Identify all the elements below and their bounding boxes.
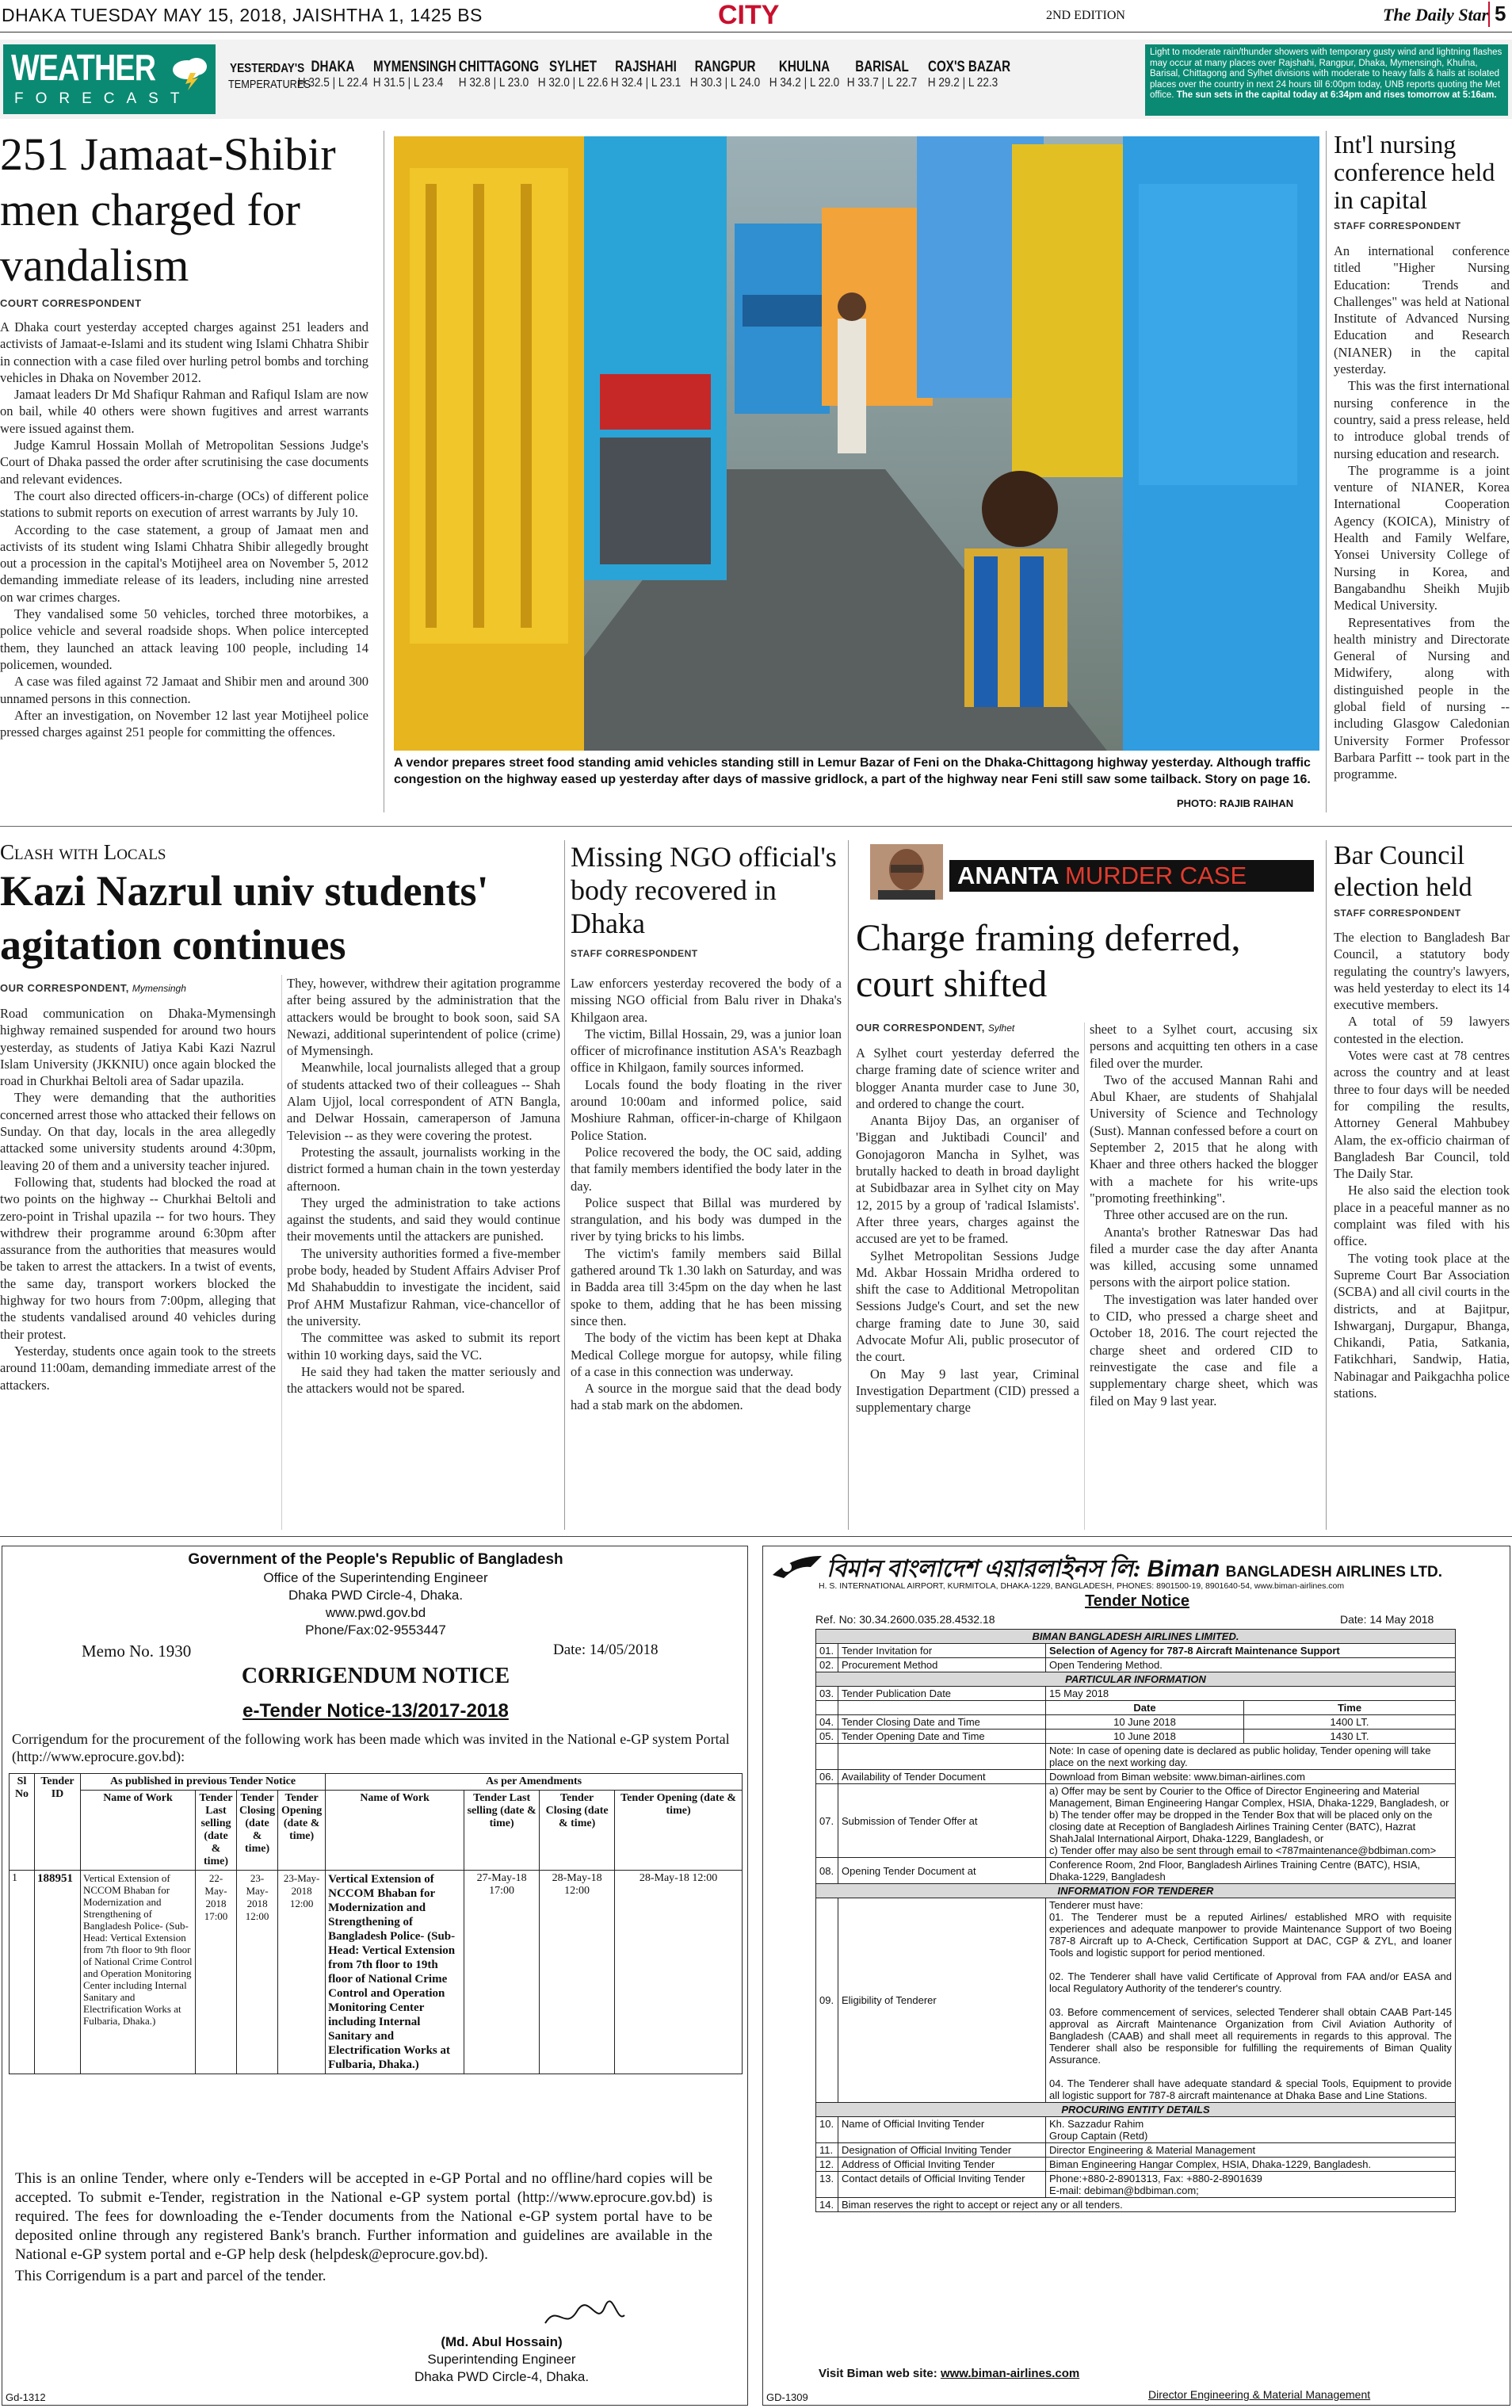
col-group-amend: As per Amendments <box>326 1774 743 1791</box>
cell-sl: 1 <box>10 1871 35 2074</box>
weather-logo-sub: FORECAST <box>14 90 192 107</box>
paragraph: The voting took place at the Supreme Court Bar Association (SCBA) and all civil courts in the districts, and at Bajitpur, Ishwarganj, Durgapur, Bhanga, Chikandi, Patia, Satkania, Fatikchhari, Sandwip, Hatia, Nabinagar and Paikgachha police stations. <box>1334 1250 1510 1401</box>
row-key: Name of Official Inviting Tender <box>838 2117 1046 2143</box>
city-name: DHAKA <box>311 59 355 75</box>
story-kazi-kicker: Clash with Locals <box>0 840 166 864</box>
signature-icon <box>541 2299 628 2333</box>
notice-title: CORRIGENDUM NOTICE <box>241 1664 510 1688</box>
story-ananta-headline: Charge framing deferred, court shifted <box>856 917 1241 1005</box>
col-open-new: Tender Opening (date & time) <box>615 1791 743 1871</box>
temperatures-label: TEMPERATURES <box>228 78 311 91</box>
weather-city-2 <box>450 59 540 90</box>
story-kazi-byline <box>0 981 186 996</box>
weather-forecast-text <box>1145 44 1508 116</box>
row-key: Designation of Official Inviting Tender <box>838 2143 1046 2158</box>
row-value: Director Engineering & Material Management <box>1046 2143 1456 2158</box>
biman-logo-icon <box>769 1551 825 1583</box>
biman-tender-ad <box>762 1546 1510 2406</box>
row-no: 12. <box>816 2158 838 2172</box>
col-time: Time <box>1244 1701 1456 1715</box>
website-link[interactable]: www.biman-airlines.com <box>940 2367 1080 2380</box>
city-temps: H 33.7 | L 22.7 <box>846 76 918 90</box>
ananta-banner <box>870 844 1314 900</box>
paragraph: He also said the election took place in a peaceful manner as no complaint was filed with his office. <box>1334 1183 1510 1249</box>
edition-label: 2ND EDITION <box>1046 9 1125 22</box>
paragraph: The programme is a joint venture of NIANER, Korea International Cooperation Agency (KOICA), Ministry of Health and Family Welfare, Yonsei University College of Nursing in Korea, and Bangabandhu Sheikh Mujib Medical University. <box>1334 462 1510 613</box>
row-time: 1430 LT. <box>1244 1730 1456 1744</box>
story-bar-headline: Bar Council election held <box>1334 841 1472 902</box>
table-row <box>10 1871 743 2074</box>
paragraph: A source in the morgue said that the dead body had a stab mark on the abdomen. <box>571 1381 842 1413</box>
row-key: Tender Publication Date <box>838 1687 1046 1701</box>
paragraph: Jamaat leaders Dr Md Shafiqur Rahman and Rafiqul Islam are now on bail, while 40 others were shown fugitives and arrest warrants were issued against them. <box>0 387 368 436</box>
byline-dateline: Mymensingh <box>132 983 186 994</box>
city-temps: H 32.8 | L 23.0 <box>458 76 529 90</box>
ananta-banner-text <box>949 860 1314 892</box>
city-temps: H 32.0 | L 22.6 <box>537 76 609 90</box>
weather-city-0 <box>289 59 376 90</box>
row-date: 10 June 2018 <box>1046 1730 1244 1744</box>
paragraph: They, however, withdrew their agitation programme after being assured by the administration that the attackers would be brought to book soon, said SA Newazi, additional superintendent of police (crime) of Mymensingh. <box>287 976 560 1059</box>
row-key: Tender Invitation for <box>838 1644 1046 1658</box>
paragraph: Meanwhile, local journalists alleged that a group of students attacked two of their colleagues -- Shah Alam Ujjol, local correspondent of ATN Bangla, and Delwar Hossain, cameraperson of Jamuna Television -- as they were covering the protest. <box>287 1060 560 1143</box>
cell-new-open: 28-May-18 12:00 <box>615 1871 743 2074</box>
ad-gov-title: Government of the People's Republic of Bangladesh <box>188 1551 563 1568</box>
table-row <box>816 2117 1456 2143</box>
photo-image <box>394 136 1319 751</box>
signatory-name: (Md. Abul Hossain) <box>441 2334 563 2349</box>
story-ngo-byline: STAFF CORRESPONDENT <box>571 948 698 959</box>
row-no: 06. <box>816 1770 838 1784</box>
biman-brand-rest: BANGLADESH AIRLINES LTD. <box>1225 1564 1443 1580</box>
story-nursing-byline: STAFF CORRESPONDENT <box>1334 220 1461 231</box>
paragraph: On May 9 last year, Criminal Investigation Department (CID) pressed a supplementary charge <box>856 1366 1079 1416</box>
table-row <box>816 2172 1456 2198</box>
highway-traffic-photo <box>394 136 1319 751</box>
table-row <box>816 1687 1456 1701</box>
row-key: Availability of Tender Document <box>838 1770 1046 1784</box>
row-no: 14. <box>816 2198 838 2212</box>
paragraph: Ananta Bijoy Das, an organiser of 'Biggan and Juktibadi Council' and Gonojagoron Mancha in Sylhet, was brutally hacked to death in broad daylight at Subidbazar area in Sylhet city on May 12, 2015 by a group of 'radical Islamists'. After three years, charges against the accused are yet to be framed. <box>856 1113 1079 1247</box>
paragraph: The victim, Billal Hossain, 29, was a junior loan officer of microfinance institution ASA's Reazbagh office in Khilgaon, family sources informed. <box>571 1026 842 1076</box>
table-row <box>816 1701 1456 1715</box>
notice-intro: Corrigendum for the procurement of the following work has been made which was invited in the National e-GP system Portal (http://www.eprocure.gov.bd): <box>12 1731 730 1764</box>
row-value: a) Offer may be sent by Courier to the Office of Director Engineering and Material Management, Biman Engineering Hangar Complex, HSIA, Dhaka-1229, Bangladesh, or b) The tender offer may be dropped in the Tender Box that will be placed only on the closing date at Reception of Bangladesh Airlines Training Center (BATC), Hazrat ShahJalal International Airport, Dhaka-1229, Bangladesh, or c) Tender offer may also be sent through email to <787maintenance@bdbiman.com> <box>1046 1784 1456 1858</box>
paper-logo: The Daily Star <box>1383 5 1489 25</box>
row-value: Tenderer must have: 01. The Tenderer must be a reputed Airlines/ established MRO with requisite experiences and adequate manpower to provide Maintenance Support of two Boeing 787-8 Aircraft up to A-Check, Certification Support at DAC, CGP & ZYL, and loaner Tools and logistic support for period mentioned. 02. The Tenderer shall have valid Certificate of Approval from FAA and/or EASA and local Regulatory Authority of the tenderer's country. 03. Before commencement of services, selected Tenderer shall obtain CAAB Part-145 approval as Aircraft Maintenance Organization from Civil Aviation Authority of Bangladesh (CAAB) and shall meet all requirements in regards to this approval. The Tenderer shall also be responsible for fulfilling the requirements of Biman Quality Assurance. 04. The Tenderer shall have adequate standard & special Tools, Equipment to provide all logistic support for 787-8 aircraft maintenance at Dhaka Base and Line Stations. <box>1046 1898 1456 2103</box>
website-label: Visit Biman web site: <box>819 2367 937 2380</box>
row-no: 02. <box>816 1658 838 1672</box>
row-value: Selection of Agency for 787-8 Aircraft Maintenance Support <box>1046 1644 1456 1658</box>
section-info: INFORMATION FOR TENDERER <box>816 1884 1456 1898</box>
paragraph: Yesterday, students once again took to the streets around 11:00am, demanding immediate arrest of the attackers. <box>0 1343 276 1393</box>
row-no: 13. <box>816 2172 838 2198</box>
sun-times: The sun sets in the capital today at 6:34pm and rises tomorrow at 5:16am. <box>1176 90 1497 100</box>
banner-case: MURDER CASE <box>1065 862 1247 889</box>
paragraph: The investigation was later handed over to CID, who pressed a charge sheet and October 18, 2016. The court rejected the charge sheet and ordered CID to reinvestigate the case and file a supplementary charge sheet, which was filed on May 9 last year. <box>1090 1291 1318 1408</box>
section-company: BIMAN BANGLADESH AIRLINES LIMITED. <box>816 1630 1456 1644</box>
row-value: Phone:+880-2-8901313, Fax: +880-2-8901639 E-mail: debiman@bdbiman.com; <box>1046 2172 1456 2198</box>
byline-label: OUR CORRESPONDENT, <box>856 1022 985 1034</box>
paragraph: Representatives from the health ministry and Directorate General of Nursing and Midwifery, along with distinguished people in the global field of nursing -- including Glasgow Caledonian University Former Professor Barbara Parfitt -- took part in the programme. <box>1334 614 1510 782</box>
row-value: Kh. Sazzadur Rahim Group Captain (Retd) <box>1046 2117 1456 2143</box>
paragraph: Judge Kamrul Hossain Mollah of Metropolitan Sessions Judge's Court of Dhaka passed the order after scrutinising the case documents and relevant evidences. <box>0 438 368 487</box>
row-key: Contact details of Official Inviting Tender <box>838 2172 1046 2198</box>
row-key: Submission of Tender Offer at <box>838 1784 1046 1858</box>
story-nursing-body <box>1334 243 1510 783</box>
paragraph: Three other accused are on the run. <box>1104 1207 1289 1223</box>
paragraph: A Dhaka court yesterday accepted charges against 251 leaders and activists of Jamaat-e-Islami and its student wing Islami Chhatra Shibir in connection with a case filed over hurling petrol bombs and torching vehicles in Dhaka on November 2012. <box>0 319 368 385</box>
city-name: RAJSHAHI <box>615 59 677 75</box>
biman-signatory: Director Engineering & Material Management <box>1148 2388 1371 2401</box>
row-note: Note: In case of opening date is declared as public holiday, Tender opening will take place on the next working day. <box>1046 1744 1456 1770</box>
row-no: 10. <box>816 2117 838 2143</box>
paragraph: They were demanding that the authorities concerned arrest those who attacked their fellows on Sunday. On that day, locals in the area allegedly attacked some university students around 4:30pm, leaving 20 of them and a university teacher injured. <box>0 1090 276 1173</box>
signatory-office: Dhaka PWD Circle-4, Dhaka. <box>414 2369 590 2384</box>
paragraph: A case was filed against 72 Jamaat and Shibir men and around 300 unnamed persons in this connection. <box>0 674 368 706</box>
table-row <box>816 1730 1456 1744</box>
col-group-previous: As published in previous Tender Notice <box>81 1774 326 1791</box>
memo-number: Memo No. 1930 <box>82 1642 192 1661</box>
col-work-new: Name of Work <box>326 1791 464 1871</box>
cell-new-close: 28-May-18 12:00 <box>540 1871 615 2074</box>
col-close-new: Tender Closing (date & time) <box>540 1791 615 1871</box>
story-kazi-body-col2 <box>287 975 560 1397</box>
row-key: Eligibility of Tenderer <box>838 1898 1046 2103</box>
notice-subtitle: e-Tender Notice-13/2017-2018 <box>242 1700 509 1722</box>
table-row <box>816 1715 1456 1730</box>
city-temps: H 30.3 | L 24.0 <box>689 76 761 90</box>
row-value: 15 May 2018 <box>1046 1687 1456 1701</box>
table-row <box>816 1770 1456 1784</box>
paragraph: Police suspect that Billal was murdered by strangulation, and his body was dumped in the river by tying bricks to his limbs. <box>571 1194 842 1244</box>
page-divider <box>1488 2 1490 27</box>
city-name: KHULNA <box>778 59 830 75</box>
paragraph: The body of the victim has been kept at Dhaka Medical College morgue for autopsy, while filing of a case in this connection was underway. <box>571 1330 842 1379</box>
ad-office: Office of the Superintending Engineer <box>263 1570 488 1585</box>
col-close: Tender Closing (date & time) <box>237 1791 278 1871</box>
paragraph: An international conference titled "Higher Nursing Education: Trends and Challenges" was held at National Institute of Advanced Nursing Education and Research (NIANER) in the capital yesterday. <box>1334 243 1510 377</box>
cell-old-last: 22-May-2018 17:00 <box>196 1871 237 2074</box>
city-temps: H 32.4 | L 23.1 <box>610 76 682 90</box>
row-no: 05. <box>816 1730 838 1744</box>
story-bar-body <box>1334 929 1510 1401</box>
pwd-corrigendum-ad <box>2 1546 748 2406</box>
story-ananta-byline <box>856 1021 1014 1035</box>
storm-cloud-icon <box>170 52 211 90</box>
story-kazi-body-col1 <box>0 1005 276 1393</box>
city-temps: H 34.2 | L 22.0 <box>769 76 840 90</box>
ananta-portrait <box>870 844 943 900</box>
table-row <box>816 1898 1456 2103</box>
row-key: Opening Tender Document at <box>838 1858 1046 1884</box>
section-title: CITY <box>718 0 780 30</box>
paragraph: Protesting the assault, journalists working in the district formed a human chain in the town yesterday afternoon. <box>287 1144 560 1194</box>
weather-city-7 <box>838 59 926 90</box>
tender-table <box>9 1773 743 2074</box>
table-row <box>816 1658 1456 1672</box>
paragraph: Law enforcers yesterday recovered the body of a missing NGO official from Balu river in Dhaka's Khilgaon area. <box>571 976 842 1025</box>
row-value: Conference Room, 2nd Floor, Bangladesh Airlines Training Centre (BATC), HSIA, Dhaka-1229, Bangladesh <box>1046 1858 1456 1884</box>
cell-old-open: 23-May-2018 12:00 <box>278 1871 326 2074</box>
city-temps: H 31.5 | L 23.4 <box>372 76 444 90</box>
row-value: Open Tendering Method. <box>1046 1658 1456 1672</box>
city-temps: H 29.2 | L 22.3 <box>927 76 998 90</box>
city-name: RANGPUR <box>694 59 756 75</box>
story-ngo-body <box>571 975 842 1414</box>
story-ananta-body-col1 <box>856 1045 1079 1416</box>
paragraph: Votes were cast at 78 centres across the country and at least three to four days will be needed for compiling the results, Attorney General Mahbubey Alam, the ex-officio chairman of Bangladesh Bar Council, told The Daily Star. <box>1334 1048 1510 1182</box>
section-particular: PARTICULAR INFORMATION <box>816 1672 1456 1687</box>
signatory-title: Superintending Engineer <box>427 2352 576 2367</box>
photo-caption: A vendor prepares street food standing amid vehicles standing still in Lemur Bazar of Feni on the Dhaka-Chittagong highway yesterday. Although traffic congestion on the highway eased up yesterday after days of massive gridlock, a part of the highway near Feni still saw some tailback. Story on page 16. <box>394 756 1311 786</box>
row-no: 07. <box>816 1784 838 1858</box>
cell-work: Vertical Extension of NCCOM Bhaban for Modernization and Strengthening of Bangladesh Police- (Sub-Head: Vertical Extension from 7th floor to 9th floor of National Crime Control and Operation Monitoring Center including Internal Sanitary and Electrification Works at Fulbaria, Dhaka.) <box>81 1871 196 2074</box>
masthead <box>0 0 1512 32</box>
paragraph: Two of the accused Mannan Rahi and Abul Khaer, are students of Shahjalal University of Science and Technology (Sust). Mannan confessed before a court on September 2, 2015 that he along with Khaer and three others hacked the blogger with a machete for his write-ups "promoting freethinking". <box>1090 1072 1318 1206</box>
col-last: Tender Last selling (date & time) <box>196 1791 237 1871</box>
paragraph: The university authorities formed a five-member probe body, headed by Student Affairs Adviser Prof Md Shahabuddin to investigate the incident, said Prof AHM Mustafizur Rahman, vice-chancellor of the university. <box>287 1245 560 1328</box>
paragraph: He said they had taken the matter seriously and the attackers would not be spared. <box>287 1363 560 1397</box>
row-no: 09. <box>816 1898 838 2103</box>
paragraph: The committee was asked to submit its report within 10 working days, said the VC. <box>287 1330 560 1363</box>
paragraph: This was the first international nursing conference in the country, said a press release, held to introduce global trends of nursing education and research. <box>1334 378 1510 461</box>
paragraph: According to the case statement, a group of Jamaat men and activists of its student wing Islami Chhatra Shibir allegedly brought out a procession in the capital's Motijheel area on November 5, 2012 demanding immediate release of its leaders, including nine arrested on war crimes charges. <box>0 522 368 605</box>
row-time: 1400 LT. <box>1244 1715 1456 1730</box>
col-open: Tender Opening (date & time) <box>278 1791 326 1871</box>
paragraph: They vandalised some 50 vehicles, torched three motorbikes, a police vehicle and several roadside shops. When police intercepted them, they launched an attack leaving 100 people, including 14 policemen, wounded. <box>0 606 368 672</box>
city-name: MYMENSINGH <box>373 59 456 75</box>
row-key: Address of Official Inviting Tender <box>838 2158 1046 2172</box>
ad-phone: Phone/Fax:02-9553447 <box>305 1623 446 1638</box>
table-row <box>816 2143 1456 2158</box>
weather-city-1 <box>365 59 456 90</box>
story-bar-byline: STAFF CORRESPONDENT <box>1334 908 1461 919</box>
story-ngo-headline: Missing NGO official's body recovered in Dhaka <box>571 841 837 939</box>
table-row <box>816 1858 1456 1884</box>
biman-notice-title: Tender Notice <box>1085 1592 1189 1610</box>
cell-new-work: Vertical Extension of NCCOM Bhaban for Modernization and Strengthening of Bangladesh Police- (Sub-Head: Vertical Extension from 7th floor to 19th floor of National Crime Control and Operation Monitoring Center including Internal Sanitary and Electrification Works at Fulbaria, Dhaka.) <box>326 1871 464 2074</box>
table-row <box>816 1784 1456 1858</box>
paragraph: sheet to a Sylhet court, accusing six persons and acquitting ten others in a case filed over the murder. <box>1090 1022 1318 1071</box>
story-nursing-headline: Int'l nursing conference held in capital <box>1334 130 1495 214</box>
page-number: 5 <box>1495 2 1506 25</box>
biman-address: H. S. INTERNATIONAL AIRPORT, KURMITOLA, DHAKA-1229, BANGLADESH, PHONES: 8901500-19, 8901640-54, www.biman-airlines.com <box>819 1581 1345 1591</box>
paragraph: A Sylhet court yesterday deferred the charge framing date of science writer and blogger Ananta murder case to June 30, and ordered to change the court. <box>856 1045 1079 1111</box>
biman-tender-table <box>815 1629 1456 2212</box>
paragraph: The court also directed officers-in-charge (OCs) of different police stations to submit reports on execution of arrest warrants by July 10. <box>0 487 368 521</box>
banner-name: ANANTA <box>957 862 1059 889</box>
paragraph: Road communication on Dhaka-Mymensingh highway remained suspended for around two hours yesterday, as students of Jatiya Kabi Kazi Nazrul Islam University (JKKNIU) once again blocked the road in Churkhai Beltoli area of Sadar upazila. <box>0 1006 276 1089</box>
paragraph: The election to Bangladesh Bar Council, a statutory body regulating the country's lawyers, was held yesterday to elect its 14 executive members. <box>1334 930 1510 1013</box>
paragraph: Police recovered the body, the OC said, adding that family members identified the body later in the day. <box>571 1144 842 1194</box>
paragraph: Ananta's brother Ratneswar Das had filed a murder case the day after Ananta was killed, accusing some unnamed persons with the airport police station. <box>1090 1224 1318 1290</box>
row-no: 04. <box>816 1715 838 1730</box>
row-key: Tender Opening Date and Time <box>838 1730 1046 1744</box>
biman-ref: Ref. No: 30.34.2600.035.28.4532.18 <box>815 1613 995 1626</box>
paragraph: Locals found the body floating in the river around 10:00am and informed police, said Moshiure Rahman, officer-in-charge of Khilgaon Police Station. <box>571 1076 842 1143</box>
paragraph: A total of 59 lawyers contested in the election. <box>1334 1014 1510 1046</box>
ad-website[interactable]: www.pwd.gov.bd <box>325 1605 426 1620</box>
weather-city-6 <box>761 59 848 90</box>
row-key: Procurement Method <box>838 1658 1046 1672</box>
paragraph: Sylhet Metropolitan Sessions Judge Md. Akbar Hossain Mridha ordered to shift the case to Additional Metropolitan Sessions Judge's Court, and set the new charge framing date to June 30, said Advocate Mofur Ali, public prosecutor of the court. <box>856 1248 1079 1365</box>
yesterday-label: YESTERDAY'S <box>230 62 305 75</box>
story-jamaat-body <box>0 319 368 740</box>
weather-logo <box>3 44 216 114</box>
notice-footer: This is an online Tender, where only e-Tenders will be accepted in e-GP Portal and no offline/hard copies will be accepted. To submit e-Tender, registration in the National e-GP system portal (http://www.eprocure.gov.bd) is required. The fees for downloading the e-Tender documents from the National e-GP system portal have to be deposited online through any registered Bank's branch. Further information and guidelines are available in the National e-GP system portal and e-GP help desk (helpdesk@eprocure.gov.bd). <box>15 2170 712 2263</box>
weather-logo-title: WEATHER <box>11 47 156 88</box>
col-date: Date <box>1046 1701 1244 1715</box>
paragraph: The victim's family members said Billal gathered around Tk 1.30 lakh on Saturday, and was in Badda area till 3:45pm on the day when he last spoke to them, adding that he has been missing since then. <box>571 1245 842 1328</box>
row-value: Biman Engineering Hangar Complex, HSIA, Dhaka-1229, Bangladesh. <box>1046 2158 1456 2172</box>
city-name: SYLHET <box>549 59 597 75</box>
biman-name-bn: বিমান বাংলাদেশ এয়ারলাইনস লি: <box>827 1556 1141 1582</box>
notice-footer-2: This Corrigendum is a part and parcel of the tender. <box>15 2268 326 2284</box>
byline-label: OUR CORRESPONDENT, <box>0 982 129 994</box>
weather-city-5 <box>682 59 769 90</box>
row-date: 10 June 2018 <box>1046 1715 1244 1730</box>
byline-dateline: Sylhet <box>987 1022 1015 1034</box>
row-value: Biman reserves the right to accept or reject any or all tenders. <box>838 2198 1456 2212</box>
col-work: Name of Work <box>81 1791 196 1871</box>
row-key: Tender Closing Date and Time <box>838 1715 1046 1730</box>
masthead-date: DHAKA TUESDAY MAY 15, 2018, JAISHTHA 1, 1425 BS <box>2 5 483 25</box>
section-procuring: PROCURING ENTITY DETAILS <box>816 2103 1456 2117</box>
biman-website <box>819 2367 1079 2380</box>
city-name: COX'S BAZAR <box>928 59 1011 75</box>
table-row <box>816 1644 1456 1658</box>
biman-brand: Biman <box>1147 1556 1220 1582</box>
table-row <box>816 1744 1456 1770</box>
ad-circle: Dhaka PWD Circle-4, Dhaka. <box>288 1588 464 1603</box>
portrait-image <box>870 844 943 900</box>
col-last-new: Tender Last selling (date & time) <box>464 1791 540 1871</box>
row-no: 01. <box>816 1644 838 1658</box>
paragraph: After an investigation, on November 12 last year Motijheel police pressed charges against 251 people for committing the offences. <box>0 707 368 740</box>
city-name: CHITTAGONG <box>459 59 540 75</box>
cell-old-close: 23-May-2018 12:00 <box>237 1871 278 2074</box>
ad-code: Gd-1312 <box>6 2391 46 2403</box>
row-no: 03. <box>816 1687 838 1701</box>
story-jamaat-headline: 251 Jamaat-Shibir men charged for vandalism <box>0 128 336 291</box>
story-jamaat-byline: COURT CORRESPONDENT <box>0 297 142 309</box>
weather-city-4 <box>602 59 689 90</box>
cell-tender-id: 188951 <box>35 1871 81 2074</box>
ad-code: GD-1309 <box>766 2391 808 2403</box>
paragraph: They urged the administration to take actions against the students, and said they would continue their movements until the attackers are punished. <box>287 1194 560 1244</box>
story-kazi-headline: Kazi Nazrul univ students' agitation continues <box>0 867 489 969</box>
city-name: BARISAL <box>855 59 909 75</box>
paragraph: Following that, students had blocked the road at two points on the highway -- Churkhai Beltoli and zero-point in Trishal upazila -- for two hours. They withdrew their programme around 6:30pm after assurance from the authorities that measures would be taken to arrest the attackers. In a twist of events, the same day, transport workers blocked the highway for two hours from 7:00pm, alleging that the students vandalised around 40 vehicles during their protest. <box>0 1174 276 1342</box>
photo-credit: PHOTO: RAJIB RAIHAN <box>1177 797 1294 809</box>
row-no: 11. <box>816 2143 838 2158</box>
col-tender-id: Tender ID <box>35 1774 81 1871</box>
story-ananta-body-col2 <box>1090 1021 1318 1409</box>
col-sl: Sl No <box>10 1774 35 1871</box>
row-value: Download from Biman website: www.biman-airlines.com <box>1046 1770 1456 1784</box>
row-no: 08. <box>816 1858 838 1884</box>
weather-city-8 <box>919 59 1011 90</box>
forecast-body: Light to moderate rain/thunder showers with temporary gusty wind and lightning flashes may occur at many places over Rajshahi, Rangpur, Dhaka, Mymensingh, Khulna, Barisal, Chittagong and Sylhet divisions with moderate to heavy falls & hails at isolated places over the country in next 24 hours till 6:00pm today, UNB reports quoting the Met office. <box>1150 48 1502 100</box>
cell-new-last: 27-May-18 17:00 <box>464 1871 540 2074</box>
biman-date: Date: 14 May 2018 <box>1340 1613 1434 1626</box>
memo-date: Date: 14/05/2018 <box>553 1642 659 1658</box>
table-row <box>816 2158 1456 2172</box>
city-temps: H 32.5 | L 22.4 <box>297 76 368 90</box>
table-row <box>816 2198 1456 2212</box>
